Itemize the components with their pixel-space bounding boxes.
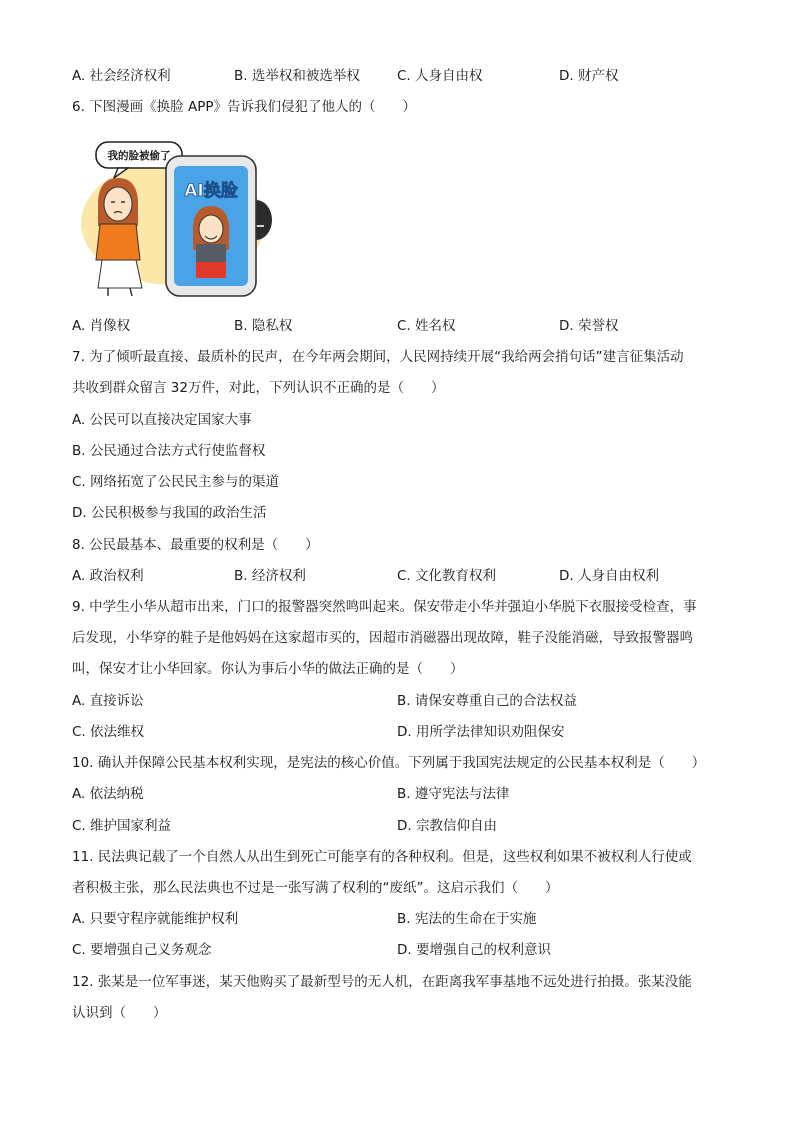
- q10-option-a: A. 依法纳税: [72, 786, 144, 802]
- q11-option-b: B. 宪法的生命在于实施: [397, 911, 537, 927]
- q6-option-d: D. 荣誉权: [559, 318, 619, 334]
- q9-stem-line-2: 后发现，小华穿的鞋子是他妈妈在这家超市买的，因超市消磁器出现故障，鞋子没能消磁，导致报警器鸣: [72, 630, 693, 646]
- q7-option-b: B. 公民通过合法方式行使监督权: [72, 443, 266, 459]
- face-swap-cartoon: [78, 138, 278, 300]
- speech-bubble-text: 我的脸被偷了: [107, 150, 171, 162]
- phone-text: AI换脸: [184, 181, 238, 201]
- q11-option-d: D. 要增强自己的权利意识: [397, 942, 551, 958]
- q10-option-b: B. 遵守宪法与法律: [397, 786, 510, 802]
- q6-option-c: C. 姓名权: [397, 318, 456, 334]
- woman-legs: [108, 288, 132, 296]
- q8-option-d: D. 人身自由权利: [559, 568, 659, 584]
- q10-option-c: C. 维护国家利益: [72, 818, 172, 834]
- q10-stem: 10. 确认并保障公民基本权利实现，是宪法的核心价值。下列属于我国宪法规定的公民基本权利是（ ）: [72, 755, 706, 771]
- q9-stem-line-3: 叫，保安才让小华回家。你认为事后小华的做法正确的是（ ）: [72, 661, 464, 677]
- q8-option-b: B. 经济权利: [234, 568, 306, 584]
- q8-stem: 8. 公民最基本、最重要的权利是（ ）: [72, 537, 319, 553]
- q6-stem: 6. 下图漫画《换脸 APP》告诉我们侵犯了他人的（ ）: [72, 99, 416, 115]
- woman-shirt: [96, 224, 140, 260]
- q9-option-b: B. 请保安尊重自己的合法权益: [397, 693, 577, 709]
- q7-option-a: A. 公民可以直接决定国家大事: [72, 412, 252, 428]
- swapped-body: [196, 244, 226, 262]
- q9-option-a: A. 直接诉讼: [72, 693, 144, 709]
- q6-option-a: A. 肖像权: [72, 318, 131, 334]
- q5-option-b: B. 选举权和被选举权: [234, 68, 360, 84]
- q9-option-d: D. 用所学法律知识劝阻保安: [397, 724, 565, 740]
- q11-stem-line-2: 者积极主张，那么民法典也不过是一张写满了权利的“废纸”。这启示我们（ ）: [72, 880, 559, 896]
- q9-stem-line-1: 9. 中学生小华从超市出来，门口的报警器突然鸣叫起来。保安带走小华并强迫小华脱下衣服接受检查，事: [72, 599, 697, 615]
- q7-option-d: D. 公民积极参与我国的政治生活: [72, 505, 267, 521]
- q10-option-d: D. 宗教信仰自由: [397, 818, 497, 834]
- q9-option-c: C. 依法维权: [72, 724, 145, 740]
- q5-option-d: D. 财产权: [559, 68, 619, 84]
- q11-option-c: C. 要增强自己义务观念: [72, 942, 212, 958]
- q5-option-c: C. 人身自由权: [397, 68, 483, 84]
- woman-face: [104, 187, 132, 221]
- q7-option-c: C. 网络拓宽了公民民主参与的渠道: [72, 474, 280, 490]
- q8-option-c: C. 文化教育权利: [397, 568, 497, 584]
- q7-stem-line-2: 共收到群众留言 32万件，对此，下列认识不正确的是（ ）: [72, 380, 445, 396]
- q11-stem-line-1: 11. 民法典记载了一个自然人从出生到死亡可能享有的各种权利。但是，这些权利如果不被权利人行使或: [72, 849, 692, 865]
- woman-skirt: [98, 260, 142, 288]
- swapped-skirt: [196, 262, 226, 278]
- q12-stem-line-1: 12. 张某是一位军事迷，某天他购买了最新型号的无人机，在距离我军事基地不远处进行拍摄。张某没能: [72, 974, 692, 990]
- q8-option-a: A. 政治权利: [72, 568, 144, 584]
- q7-stem-line-1: 7. 为了倾听最直接、最质朴的民声，在今年两会期间，人民网持续开展“我给两会捎句话”建言征集活动: [72, 349, 684, 365]
- q5-option-a: A. 社会经济权利: [72, 68, 171, 84]
- q6-option-b: B. 隐私权: [234, 318, 293, 334]
- q12-stem-line-2: 认识到（ ）: [72, 1005, 167, 1021]
- q11-option-a: A. 只要守程序就能维护权利: [72, 911, 239, 927]
